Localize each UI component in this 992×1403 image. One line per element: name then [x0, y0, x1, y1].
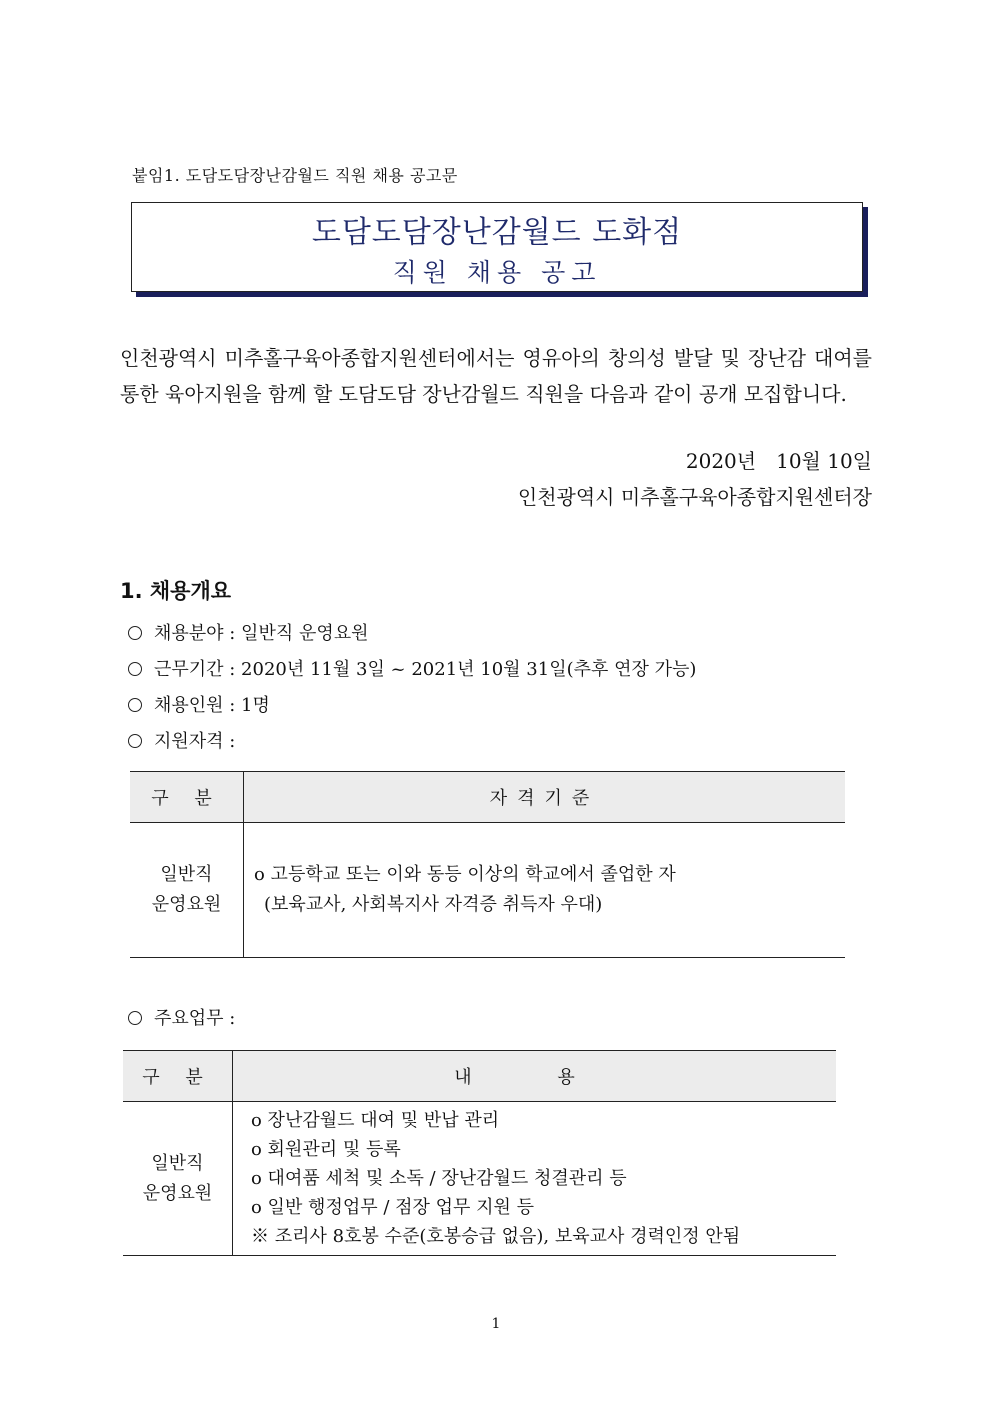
table-row — [123, 1102, 836, 1256]
category-cell — [123, 1102, 233, 1256]
item-text: 근무기간 : 2020년 11월 3일 ~ 2021년 10월 31일(추후 연장 가능) — [154, 659, 697, 680]
title-box — [131, 202, 863, 292]
column-header-category: 구 분 — [123, 1051, 233, 1102]
category-line: 운영요원 — [142, 1182, 213, 1204]
requirement-text: o 고등학교 또는 이와 동등 이상의 학교에서 졸업한 자 — [254, 864, 676, 885]
issuing-organization: 인천광역시 미추홀구육아종합지원센터장 — [517, 485, 872, 509]
circle-bullet-icon — [128, 1011, 142, 1025]
duties-label — [128, 1001, 235, 1037]
circle-bullet-icon — [128, 662, 142, 676]
intro-paragraph: 인천광역시 미추홀구육아종합지원센터에서는 영유아의 창의성 발달 및 장난감 대여를 통한 육아지원을 함께 할 도담도담 장난감월드 직원을 다음과 같이 공개 모집합니다. — [120, 346, 872, 406]
duty-item: o 장난감월드 대여 및 반납 관리 — [251, 1110, 500, 1131]
list-item — [128, 724, 696, 760]
duty-note: ※ 조리사 8호봉 수준(호봉승급 없음), 보육교사 경력인정 안됨 — [251, 1226, 741, 1247]
document-subtitle: 직원 채용 공고 — [392, 258, 602, 287]
circle-bullet-icon — [128, 626, 142, 640]
document-title: 도담도담장난감월드 도화점 — [311, 215, 683, 250]
table-header-row — [130, 772, 845, 823]
overview-list — [128, 616, 696, 760]
duties-cell — [233, 1102, 837, 1256]
announcement-date: 2020년 10월 10일 — [685, 449, 872, 473]
category-line: 운영요원 — [151, 894, 222, 915]
list-item — [128, 616, 696, 652]
item-text: 채용분야 : 일반직 운영요원 — [154, 623, 369, 644]
duties-label-text: 주요업무 : — [154, 1008, 236, 1029]
column-header-category: 구 분 — [130, 772, 244, 823]
list-item — [128, 688, 696, 724]
category-line: 일반직 — [160, 864, 213, 885]
duty-item: o 일반 행정업무 / 점장 업무 지원 등 — [251, 1197, 534, 1218]
circle-bullet-icon — [128, 698, 142, 712]
section-title: 1. 채용개요 — [120, 579, 232, 603]
duties-table — [123, 1050, 836, 1256]
criteria-cell — [244, 823, 846, 958]
category-cell — [130, 823, 244, 958]
item-text: 지원자격 : — [154, 731, 236, 752]
circle-bullet-icon — [128, 734, 142, 748]
item-text: 채용인원 : 1명 — [154, 695, 270, 716]
attachment-label: 붙임1. 도담도담장난감월드 직원 채용 공고문 — [132, 166, 458, 185]
category-line: 일반직 — [151, 1152, 204, 1174]
duty-item: o 회원관리 및 등록 — [251, 1139, 401, 1160]
column-header-content: 내 용 — [233, 1051, 837, 1102]
qualification-table — [130, 771, 845, 958]
page-number: 1 — [491, 1316, 501, 1332]
list-item — [128, 652, 696, 688]
duty-item: o 대여품 세척 및 소독 / 장난감월드 청결관리 등 — [251, 1168, 627, 1189]
column-header-criteria: 자격기준 — [244, 772, 846, 823]
preference-text: (보육교사, 사회복지사 자격증 취득자 우대) — [264, 894, 603, 915]
table-row — [130, 823, 845, 958]
table-header-row — [123, 1051, 836, 1102]
